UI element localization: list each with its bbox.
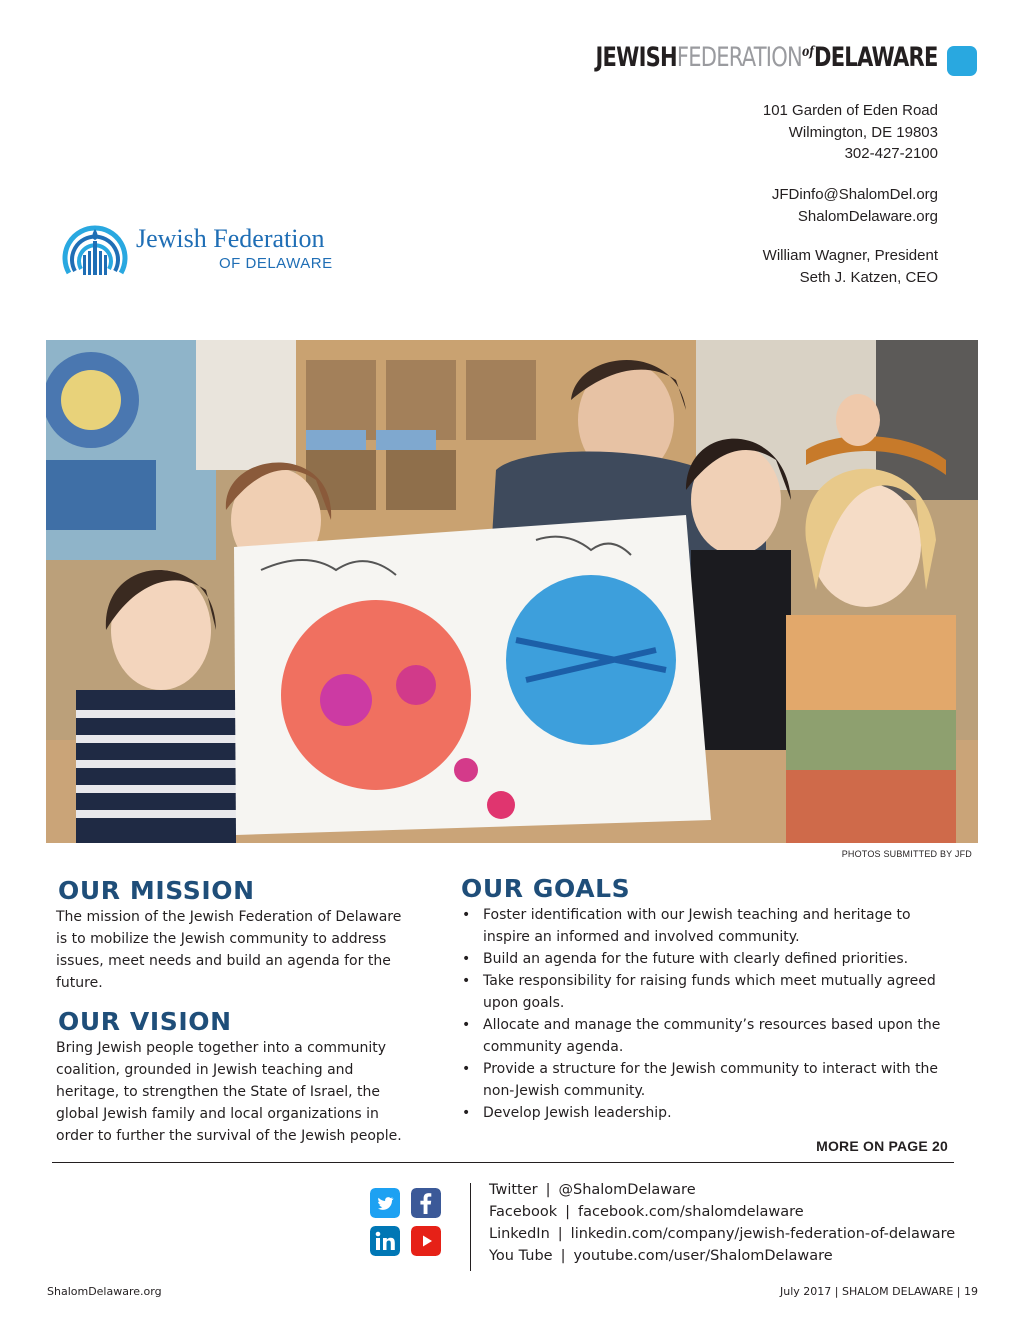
footer-page-info <box>780 1285 978 1298</box>
linkedin-icon[interactable] <box>370 1226 400 1256</box>
goal-item <box>459 948 959 970</box>
masthead-wordmark <box>596 42 938 73</box>
goals-heading: OUR GOALS <box>461 874 631 903</box>
bullet-icon: • <box>462 907 471 923</box>
vision-line: heritage, to strengthen the State of Israel, the <box>56 1084 381 1100</box>
bullet-icon: • <box>462 1017 471 1033</box>
goal-line: non-Jewish community. <box>483 1083 646 1099</box>
classroom-photo <box>46 340 978 843</box>
masthead-delaware: DELAWARE <box>814 42 938 73</box>
contact-address <box>763 100 938 165</box>
masthead-federation: FEDERATION <box>677 42 803 73</box>
logo-subtitle: OF DELAWARE <box>219 255 333 272</box>
logo-title: Jewish Federation <box>136 224 325 253</box>
contact-leadership <box>763 245 938 288</box>
social-handle[interactable]: @ShalomDelaware <box>558 1182 696 1198</box>
bullet-icon: • <box>462 973 471 989</box>
facebook-icon[interactable] <box>411 1188 441 1218</box>
vision-line: coalition, grounded in Jewish teaching and <box>56 1062 354 1078</box>
goal-line: Foster identification with our Jewish teaching and heritage to <box>483 907 911 923</box>
more-on-page-link: MORE ON PAGE 20 <box>816 1138 948 1154</box>
goal-item <box>459 1058 959 1102</box>
youtube-icon[interactable] <box>411 1226 441 1256</box>
horizontal-divider <box>52 1162 954 1163</box>
bullet-icon: • <box>462 1061 471 1077</box>
social-row-linkedin[interactable] <box>489 1226 955 1242</box>
goal-item <box>459 1014 959 1058</box>
mission-line: issues, meet needs and build an agenda for the <box>56 953 391 969</box>
bullet-icon: • <box>462 951 471 967</box>
goal-line: Develop Jewish leadership. <box>483 1105 672 1121</box>
president-name: William Wagner, President <box>762 247 938 264</box>
social-network-name: Facebook <box>489 1204 558 1220</box>
goal-line: Take responsibility for raising funds which meet mutually agreed <box>483 973 936 989</box>
social-handle[interactable]: facebook.com/shalomdelaware <box>578 1204 804 1220</box>
email-address[interactable]: JFDinfo@ShalomDel.org <box>771 186 938 203</box>
goal-line: upon goals. <box>483 995 565 1011</box>
twitter-icon[interactable] <box>370 1188 400 1218</box>
address-line-2: Wilmington, DE 19803 <box>788 123 938 141</box>
goal-line: Allocate and manage the community’s resources based upon the <box>483 1017 941 1033</box>
website-url[interactable]: ShalomDelaware.org <box>797 207 938 225</box>
social-network-name: Twitter <box>489 1182 538 1198</box>
goal-line: Build an agenda for the future with clearly defined priorities. <box>483 951 909 967</box>
vision-heading: OUR VISION <box>58 1007 232 1036</box>
social-network-name: LinkedIn <box>489 1226 550 1242</box>
address-line-1: 101 Garden of Eden Road <box>762 102 938 119</box>
footer-website: ShalomDelaware.org <box>47 1285 162 1298</box>
social-handle[interactable]: linkedin.com/company/jewish-federation-of-delaware <box>570 1226 956 1242</box>
mission-line: is to mobilize the Jewish community to address <box>56 931 387 947</box>
mission-line: future. <box>56 975 103 991</box>
masthead-of: of <box>802 44 815 60</box>
footer-page-number: 19 <box>964 1285 978 1298</box>
mission-text <box>56 906 401 994</box>
goal-item <box>459 1102 959 1124</box>
children-with-poster-image <box>46 340 978 843</box>
goal-item <box>459 904 959 948</box>
social-row-youtube[interactable] <box>489 1248 833 1264</box>
footer-publication: SHALOM DELAWARE <box>842 1285 954 1298</box>
separator: | <box>557 1226 563 1242</box>
separator: | <box>560 1248 566 1264</box>
goal-line: Provide a structure for the Jewish community to interact with the <box>483 1061 939 1077</box>
social-row-twitter[interactable] <box>489 1182 696 1198</box>
mission-line: The mission of the Jewish Federation of Delaware <box>56 909 402 925</box>
goals-list <box>459 904 959 1124</box>
separator: | <box>834 1285 839 1298</box>
separator: | <box>956 1285 961 1298</box>
phone-number: 302-427-2100 <box>844 145 938 162</box>
social-handle[interactable]: youtube.com/user/ShalomDelaware <box>573 1248 833 1264</box>
bullet-icon: • <box>462 1105 471 1121</box>
social-network-name: You Tube <box>489 1248 553 1264</box>
footer-date: July 2017 <box>780 1285 832 1298</box>
masthead-jewish: JEWISH <box>595 42 678 73</box>
menorah-logo-icon <box>55 211 135 291</box>
vision-text <box>56 1037 402 1147</box>
vertical-divider <box>470 1183 471 1271</box>
ceo-name: Seth J. Katzen, CEO <box>799 268 938 286</box>
contact-online <box>772 184 938 227</box>
goal-item <box>459 970 959 1014</box>
vision-line: order to further the survival of the Jewish people. <box>56 1128 402 1144</box>
mission-heading: OUR MISSION <box>58 876 255 905</box>
separator: | <box>545 1182 551 1198</box>
social-row-facebook[interactable] <box>489 1204 804 1220</box>
goal-line: community agenda. <box>483 1039 624 1055</box>
photo-credit: PHOTOS SUBMITTED BY JFD <box>841 849 972 859</box>
separator: | <box>565 1204 571 1220</box>
vision-line: Bring Jewish people together into a community <box>56 1040 387 1056</box>
vision-line: global Jewish family and local organizations in <box>56 1106 379 1122</box>
masthead-badge-icon <box>947 46 977 76</box>
goals-list-container <box>459 904 959 1124</box>
goal-line: inspire an informed and involved community. <box>483 929 800 945</box>
